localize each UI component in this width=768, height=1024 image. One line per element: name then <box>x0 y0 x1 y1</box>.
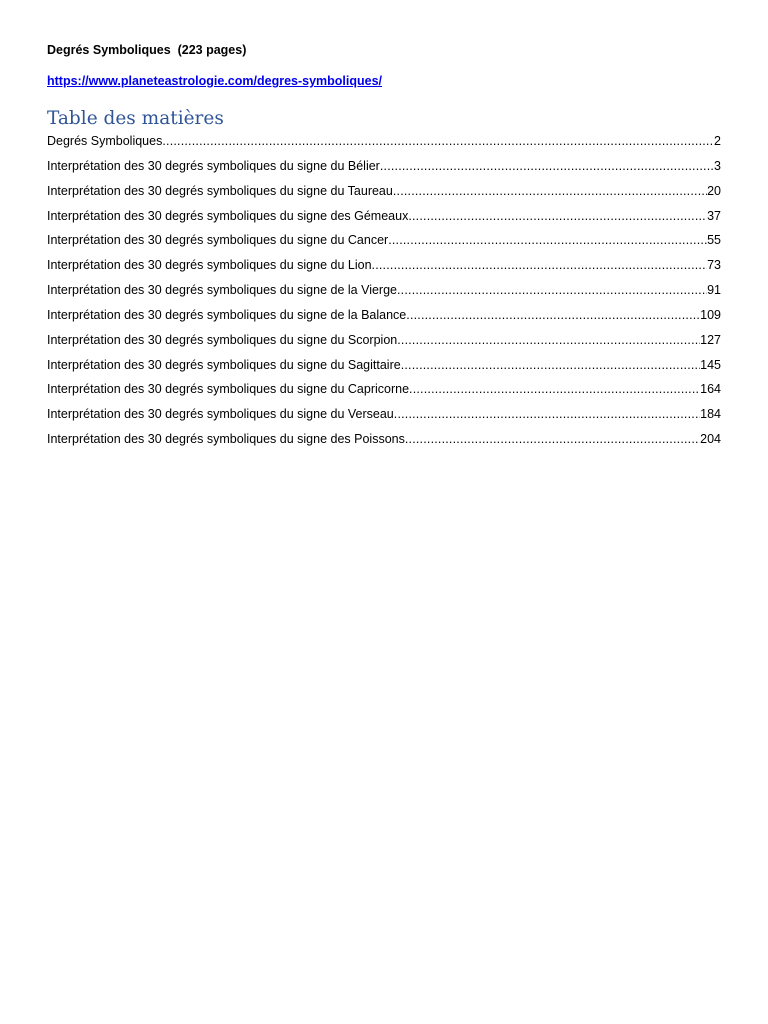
toc-entry[interactable] <box>47 380 721 405</box>
toc-list <box>47 132 721 455</box>
toc-entry-page-number: 109 <box>700 307 721 322</box>
toc-entry-label: Interprétation des 30 degrés symboliques du signe du Taureau <box>47 183 393 198</box>
toc-entry-label: Interprétation des 30 degrés symboliques du signe des Poissons <box>47 432 405 447</box>
toc-entry-label: Interprétation des 30 degrés symboliques du signe du Scorpion <box>47 332 398 347</box>
toc-entry-page-number: 20 <box>707 183 721 198</box>
toc-dot-leader <box>401 356 700 375</box>
toc-entry-page-number: 91 <box>707 283 721 298</box>
toc-entry-label: Interprétation des 30 degrés symboliques du signe de la Vierge <box>47 283 397 298</box>
toc-entry[interactable] <box>47 331 721 356</box>
toc-entry[interactable] <box>47 356 721 381</box>
toc-entry[interactable] <box>47 132 721 157</box>
toc-dot-leader <box>408 207 707 226</box>
toc-entry-page-number: 2 <box>714 134 721 148</box>
toc-entry-page-number: 164 <box>700 382 721 397</box>
toc-dot-leader <box>388 231 707 250</box>
toc-entry[interactable] <box>47 231 721 256</box>
toc-heading: Table des matières <box>47 108 224 129</box>
toc-entry-label: Interprétation des 30 degrés symboliques du signe du Capricorne <box>47 382 410 397</box>
toc-entry[interactable] <box>47 281 721 306</box>
toc-dot-leader <box>397 281 707 300</box>
toc-entry-page-number: 184 <box>700 407 721 422</box>
toc-entry[interactable] <box>47 430 721 455</box>
toc-entry-page-number: 37 <box>707 208 721 223</box>
toc-entry[interactable] <box>47 405 721 430</box>
source-link[interactable]: https://www.planeteastrologie.com/degres-symboliques/ <box>47 74 383 88</box>
toc-entry-label: Interprétation des 30 degrés symboliques du signe du Verseau <box>47 407 394 422</box>
toc-entry-page-number: 204 <box>700 432 721 447</box>
toc-dot-leader <box>380 157 714 176</box>
toc-entry-page-number: 3 <box>714 158 721 173</box>
toc-dot-leader <box>394 405 700 424</box>
toc-entry-page-number: 127 <box>700 332 721 347</box>
toc-entry[interactable] <box>47 306 721 331</box>
toc-entry-label: Interprétation des 30 degrés symboliques du signe du Sagittaire <box>47 357 401 372</box>
toc-entry-label: Interprétation des 30 degrés symboliques du signe du Bélier <box>47 158 380 173</box>
toc-entry[interactable] <box>47 182 721 207</box>
toc-entry-label: Interprétation des 30 degrés symboliques du signe du Cancer <box>47 233 389 248</box>
toc-dot-leader <box>409 380 700 399</box>
toc-dot-leader <box>372 256 708 275</box>
toc-entry-page-number: 73 <box>707 258 721 273</box>
toc-dot-leader <box>406 306 700 325</box>
toc-dot-leader <box>405 430 700 449</box>
toc-entry-page-number: 145 <box>700 357 721 372</box>
toc-entry[interactable] <box>47 157 721 182</box>
toc-dot-leader <box>162 132 714 151</box>
toc-entry-label: Interprétation des 30 degrés symboliques du signe du Lion <box>47 258 372 273</box>
toc-dot-leader <box>393 182 707 201</box>
toc-entry-label: Interprétation des 30 degrés symboliques du signe des Gémeaux <box>47 208 409 223</box>
toc-entry-label: Interprétation des 30 degrés symboliques du signe de la Balance <box>47 307 407 322</box>
document-title: Degrés Symboliques (223 pages) <box>47 43 247 57</box>
toc-entry[interactable] <box>47 207 721 232</box>
toc-entry-label: Degrés Symboliques <box>47 134 163 148</box>
toc-entry[interactable] <box>47 256 721 281</box>
toc-entry-page-number: 55 <box>707 233 721 248</box>
toc-dot-leader <box>397 331 700 350</box>
